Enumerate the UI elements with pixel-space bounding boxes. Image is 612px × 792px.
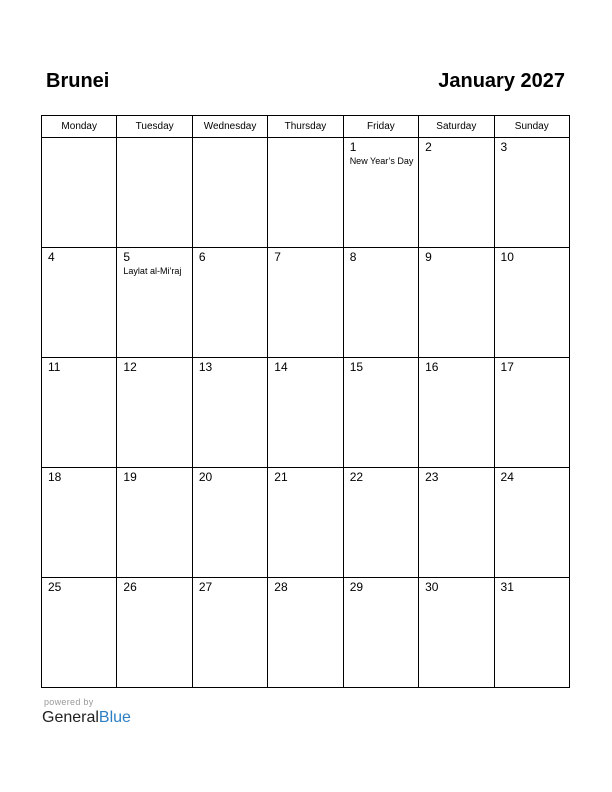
day-cell <box>343 468 418 578</box>
day-cell <box>117 138 192 248</box>
day-cell <box>419 578 494 688</box>
day-number: 6 <box>198 250 206 264</box>
day-cell <box>268 358 343 468</box>
day-number: 3 <box>500 140 508 154</box>
day-number: 28 <box>274 580 288 594</box>
holiday-label: Laylat al-Mi’raj <box>123 266 182 276</box>
day-number: 13 <box>198 360 213 374</box>
day-cell <box>494 578 569 688</box>
day-number: 23 <box>425 470 439 484</box>
weekday-header: Sunday <box>494 116 569 138</box>
weekday-header-row <box>42 116 570 138</box>
day-cell <box>192 138 267 248</box>
day-number: 22 <box>349 470 364 484</box>
day-cell <box>268 578 343 688</box>
day-cell <box>419 358 494 468</box>
day-cell <box>192 358 267 468</box>
day-number: 20 <box>198 470 213 484</box>
day-cell <box>192 248 267 358</box>
day-cell <box>494 138 569 248</box>
month-year-title: January 2027 <box>438 70 565 92</box>
day-number: 12 <box>123 360 137 374</box>
powered-by-text: powered by <box>44 697 94 707</box>
country-title: Brunei <box>46 70 110 92</box>
week-row <box>42 578 570 688</box>
weekday-header: Tuesday <box>117 116 192 138</box>
day-cell <box>117 248 192 358</box>
day-number: 14 <box>274 360 288 374</box>
day-number: 16 <box>425 360 439 374</box>
day-cell <box>268 138 343 248</box>
day-number: 27 <box>198 580 213 594</box>
day-number: 5 <box>123 250 131 264</box>
day-number: 15 <box>349 360 364 374</box>
day-number: 30 <box>425 580 439 594</box>
generalblue-logo[interactable] <box>42 709 131 727</box>
day-cell <box>117 358 192 468</box>
day-number: 9 <box>425 250 432 264</box>
holiday-label: New Year’s Day <box>349 156 414 166</box>
day-cell <box>42 138 117 248</box>
day-cell <box>268 468 343 578</box>
day-cell <box>117 578 192 688</box>
day-cell <box>419 468 494 578</box>
day-cell <box>192 468 267 578</box>
brand-blue-text: Blue <box>98 709 131 726</box>
day-number: 18 <box>48 470 62 484</box>
weekday-header: Wednesday <box>192 116 267 138</box>
day-number: 24 <box>500 470 514 484</box>
weekday-header: Saturday <box>419 116 494 138</box>
week-row <box>42 248 570 358</box>
day-number: 21 <box>274 470 288 484</box>
week-row <box>42 468 570 578</box>
day-cell <box>343 248 418 358</box>
day-number: 17 <box>500 360 514 374</box>
day-cell <box>268 248 343 358</box>
weekday-header: Monday <box>42 116 117 138</box>
day-cell <box>494 468 569 578</box>
day-cell <box>419 248 494 358</box>
day-number: 8 <box>349 250 357 264</box>
day-cell <box>419 138 494 248</box>
day-cell <box>343 138 418 248</box>
day-number: 31 <box>500 580 514 594</box>
week-row <box>42 358 570 468</box>
day-cell <box>42 578 117 688</box>
weekday-header: Friday <box>343 116 418 138</box>
day-number: 29 <box>349 580 364 594</box>
day-cell <box>42 358 117 468</box>
day-cell <box>494 358 569 468</box>
day-cell <box>494 248 569 358</box>
day-cell <box>42 468 117 578</box>
week-row <box>42 138 570 248</box>
weekday-header: Thursday <box>268 116 343 138</box>
day-number: 2 <box>425 140 432 154</box>
day-cell <box>343 578 418 688</box>
day-cell <box>343 358 418 468</box>
day-number: 1 <box>349 140 357 154</box>
day-cell <box>192 578 267 688</box>
brand-general-text: General <box>42 709 99 726</box>
day-number: 19 <box>123 470 137 484</box>
day-number: 10 <box>500 250 514 264</box>
day-cell <box>42 248 117 358</box>
day-cell <box>117 468 192 578</box>
day-number: 26 <box>123 580 137 594</box>
day-number: 25 <box>48 580 62 594</box>
day-number: 7 <box>274 250 281 264</box>
day-number: 4 <box>48 250 55 264</box>
day-number: 11 <box>48 360 61 374</box>
calendar-grid <box>41 115 570 688</box>
